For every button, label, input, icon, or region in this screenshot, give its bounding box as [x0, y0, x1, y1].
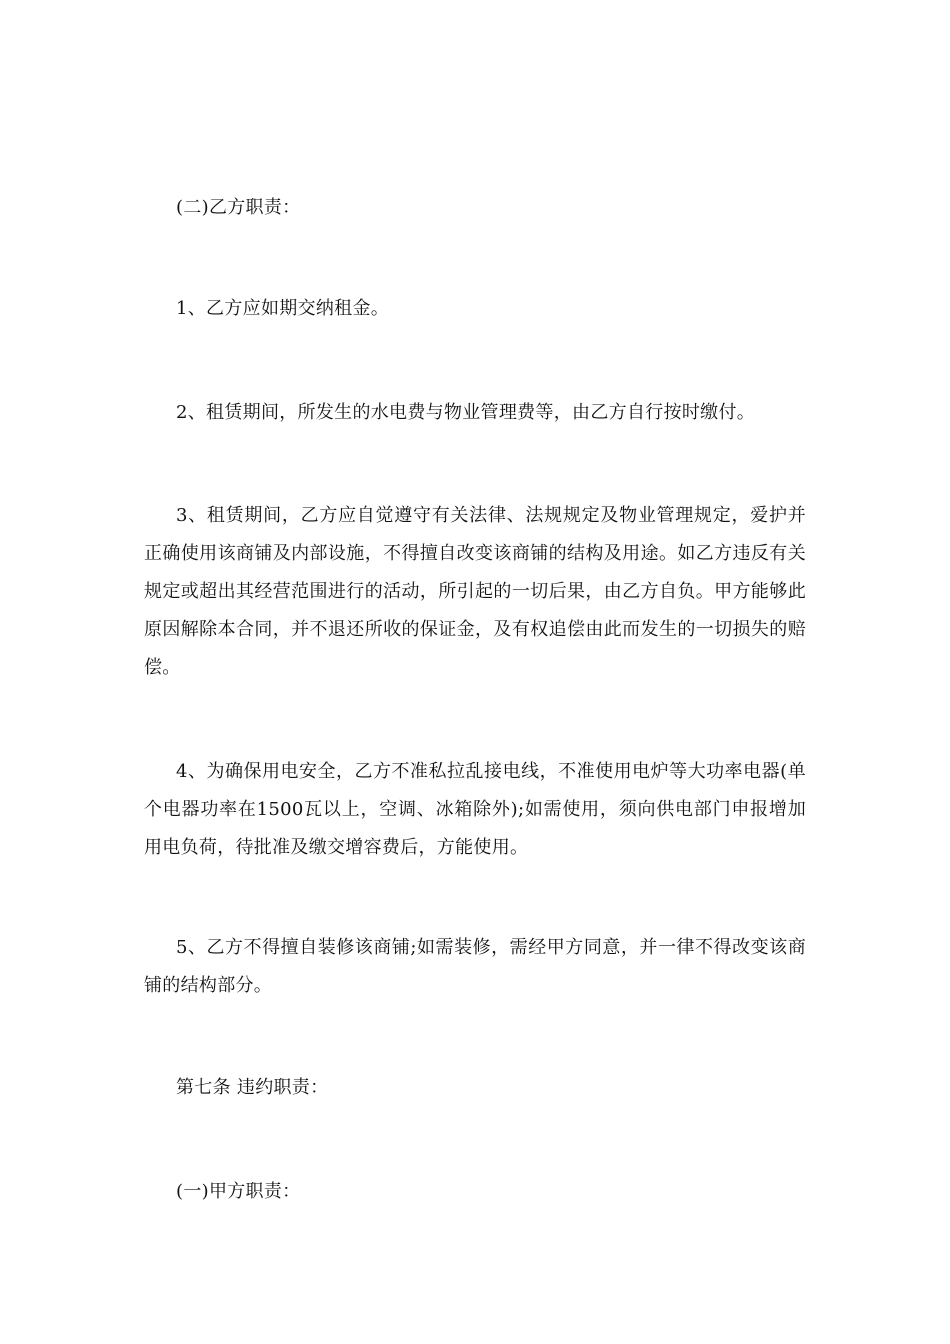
clause-4-paragraph: 4、为确保用电安全，乙方不准私拉乱接电线，不准使用电炉等大功率电器(单个电器功率在1500瓦以上，空调、冰箱除外);如需使用，须向供电部门申报增加用电负荷，待批准及缴交增容费后，方能使用。 — [144, 761, 806, 858]
article-7-heading: 第七条 违约职责： — [176, 1077, 329, 1098]
section-heading-party-b-duties: (二)乙方职责： — [176, 197, 301, 218]
clause-1-paragraph: 1、乙方应如期交纳租金。 — [176, 298, 390, 319]
clause-3-paragraph: 3、租赁期间，乙方应自觉遵守有关法律、法规规定及物业管理规定，爱护并正确使用该商铺及内部设施，不得擅自改变该商铺的结构及用途。如乙方违反有关规定或超出其经营范围进行的活动，所引起的一切后果，由乙方自负。甲方能够此原因解除本合同，并不退还所收的保证金，及有权追偿由此而发生的一切损失的赔偿。 — [144, 505, 806, 678]
clause-2-paragraph: 2、租赁期间，所发生的水电费与物业管理费等，由乙方自行按时缴付。 — [176, 402, 756, 423]
clause-5-paragraph: 5、乙方不得擅自装修该商铺;如需装修，需经甲方同意，并一律不得改变该商铺的结构部分。 — [144, 937, 806, 996]
section-heading-party-a-duties: (一)甲方职责： — [176, 1181, 301, 1202]
